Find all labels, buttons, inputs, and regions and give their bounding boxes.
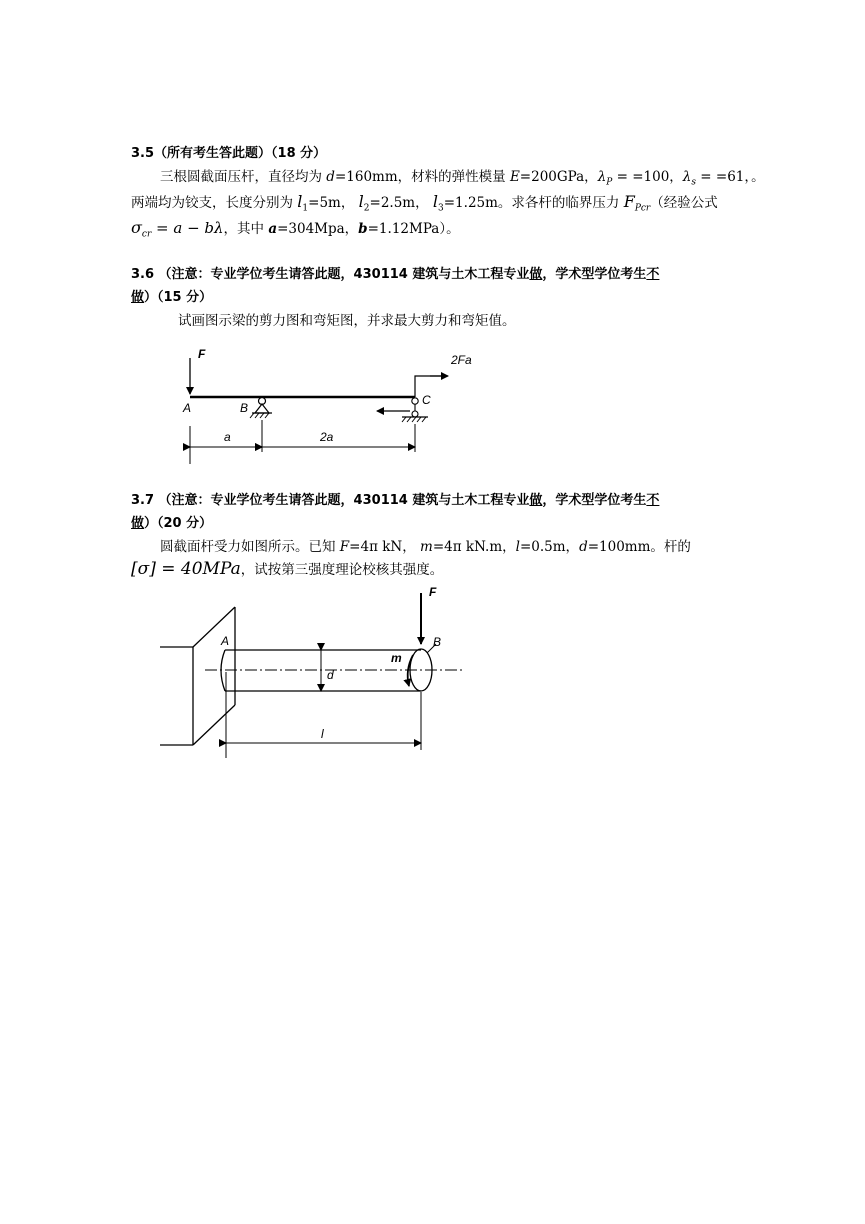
q37-title-a: 3.7 （注意：专业学位考生请答此题，430114 建筑与土木工程专业 (131, 493, 530, 508)
q37-title-line2-text: ）（20 分） (144, 516, 213, 531)
q37-title-line1 (131, 489, 659, 508)
q35-l1-sub: 1 (302, 203, 309, 214)
q36-dim-2a: 2a (320, 430, 334, 444)
q37-label-f: F (429, 585, 437, 599)
q37-line2 (131, 558, 443, 579)
q35-line1 (160, 165, 765, 188)
q35-line2-text-b: =5m， (308, 195, 359, 211)
q37-label-m: m (391, 651, 402, 665)
q37-title-u2: 不 (646, 493, 660, 508)
q37-label-a: A (221, 634, 230, 648)
q36-dim-a: a (224, 430, 231, 444)
q35-lambda-p-sub: P (606, 177, 613, 188)
q37-fixed-wall (160, 607, 235, 745)
q37-title-b: ，学术型学位考生 (542, 493, 647, 508)
q37-line2-text: ，试按第三强度理论校核其强度。 (240, 562, 444, 578)
q35-line2-text-c: =2.5m， (369, 195, 433, 211)
q36-label-c: C (422, 393, 431, 407)
q35-formula: = a − bλ (151, 219, 224, 237)
q37-f-symbol: F (339, 539, 350, 555)
q37-allowable-stress: [σ] = 40MPa (131, 559, 241, 579)
q35-b-symbol: b (358, 221, 368, 237)
q36-title-u2: 不 (646, 267, 660, 282)
q35-f-pcr: F (623, 192, 635, 211)
q36-title-line2-u: 做 (131, 290, 145, 305)
q35-l2: l (358, 192, 364, 211)
q35-line1-text-b: =160mm，材料的弹性模量 (334, 169, 510, 185)
q35-line1-text-d: = =100， (612, 169, 683, 185)
q36-title-line1 (131, 263, 659, 282)
q36-label-b: B (240, 401, 249, 415)
q35-e-symbol: E (509, 169, 520, 185)
q37-line1 (160, 535, 691, 555)
q37-title-line2-u: 做 (131, 516, 145, 531)
q37-line1-text-d: =0.5m， (519, 539, 580, 555)
q35-line2-text-a: 两端均为铰支，长度分别为 (131, 195, 298, 211)
q35-l2-sub: 2 (363, 203, 370, 214)
q37-title-line2 (131, 512, 212, 531)
q36-label-f: F (198, 347, 206, 361)
q37-line1-text-b: =4π kN， (349, 539, 421, 555)
q36-title-u1: 做 (529, 267, 543, 282)
q36-label-a: A (183, 401, 192, 415)
q36-title-line2 (131, 286, 212, 305)
q35-line1-text-e: = =61，。 (695, 169, 765, 185)
q35-line2-text-d: =1.25m。求各杆的临界压力 (443, 195, 624, 211)
q35-l1: l (297, 192, 303, 211)
q35-f-pcr-sub: Pcr (634, 203, 651, 214)
q35-line2-text-e: （经验公式 (650, 195, 718, 211)
q37-dim-l: l (321, 727, 324, 741)
q36-label-2fa: 2Fa (451, 353, 472, 367)
q35-line1-text-c: =200GPa， (519, 169, 598, 185)
q36-title-a: 3.6 （注意：专业学位考生请答此题，430114 建筑与土木工程专业 (131, 267, 530, 282)
q35-l3-sub: 3 (438, 203, 444, 214)
q35-sigma-sub: cr (141, 229, 152, 240)
q36-text: 试画图示梁的剪力图和弯矩图，并求最大剪力和弯矩值。 (178, 313, 516, 329)
q35-a-symbol: a (268, 221, 278, 237)
q35-lambda-s-sub: s (691, 177, 696, 188)
q35-d-symbol: d (326, 169, 335, 185)
q35-title: 3.5（所有考生答此题）（18 分） (131, 146, 327, 161)
q37-line1-text-c: =4π kN.m， (432, 539, 516, 555)
q35-line3-text-c: =1.12MPa）。 (367, 221, 460, 237)
q37-shaft-figure (155, 580, 475, 770)
q35-sigma: σ (131, 218, 142, 237)
q35-line3 (131, 217, 460, 240)
q37-d-symbol: d (579, 539, 588, 555)
q35-line3-text-a: ，其中 (223, 221, 269, 237)
q36-pin-support-b (250, 398, 272, 419)
q35-line3-text-b: =304Mpa， (277, 221, 359, 237)
q37-line1-text-a: 圆截面杆受力如图所示。已知 (160, 539, 340, 555)
q35-l3: l (432, 192, 439, 211)
q36-title-line2-text: ）（15 分） (144, 290, 213, 305)
q35-line1-text-a: 三根圆截面压杆，直径均为 (160, 169, 327, 185)
q37-title-u1: 做 (529, 493, 543, 508)
q36-beam-figure (170, 340, 490, 470)
q35-lambda-p: λ (597, 169, 607, 185)
q37-label-b: B (433, 635, 442, 649)
q35-line2 (131, 191, 718, 214)
q36-title-b: ，学术型学位考生 (542, 267, 647, 282)
q35-lambda-s: λ (682, 169, 692, 185)
q37-m-symbol: m (420, 539, 433, 555)
q37-l-symbol: l (515, 539, 520, 555)
q37-line1-text-e: =100mm。杆的 (587, 539, 691, 555)
q37-dim-d: d (327, 668, 334, 682)
